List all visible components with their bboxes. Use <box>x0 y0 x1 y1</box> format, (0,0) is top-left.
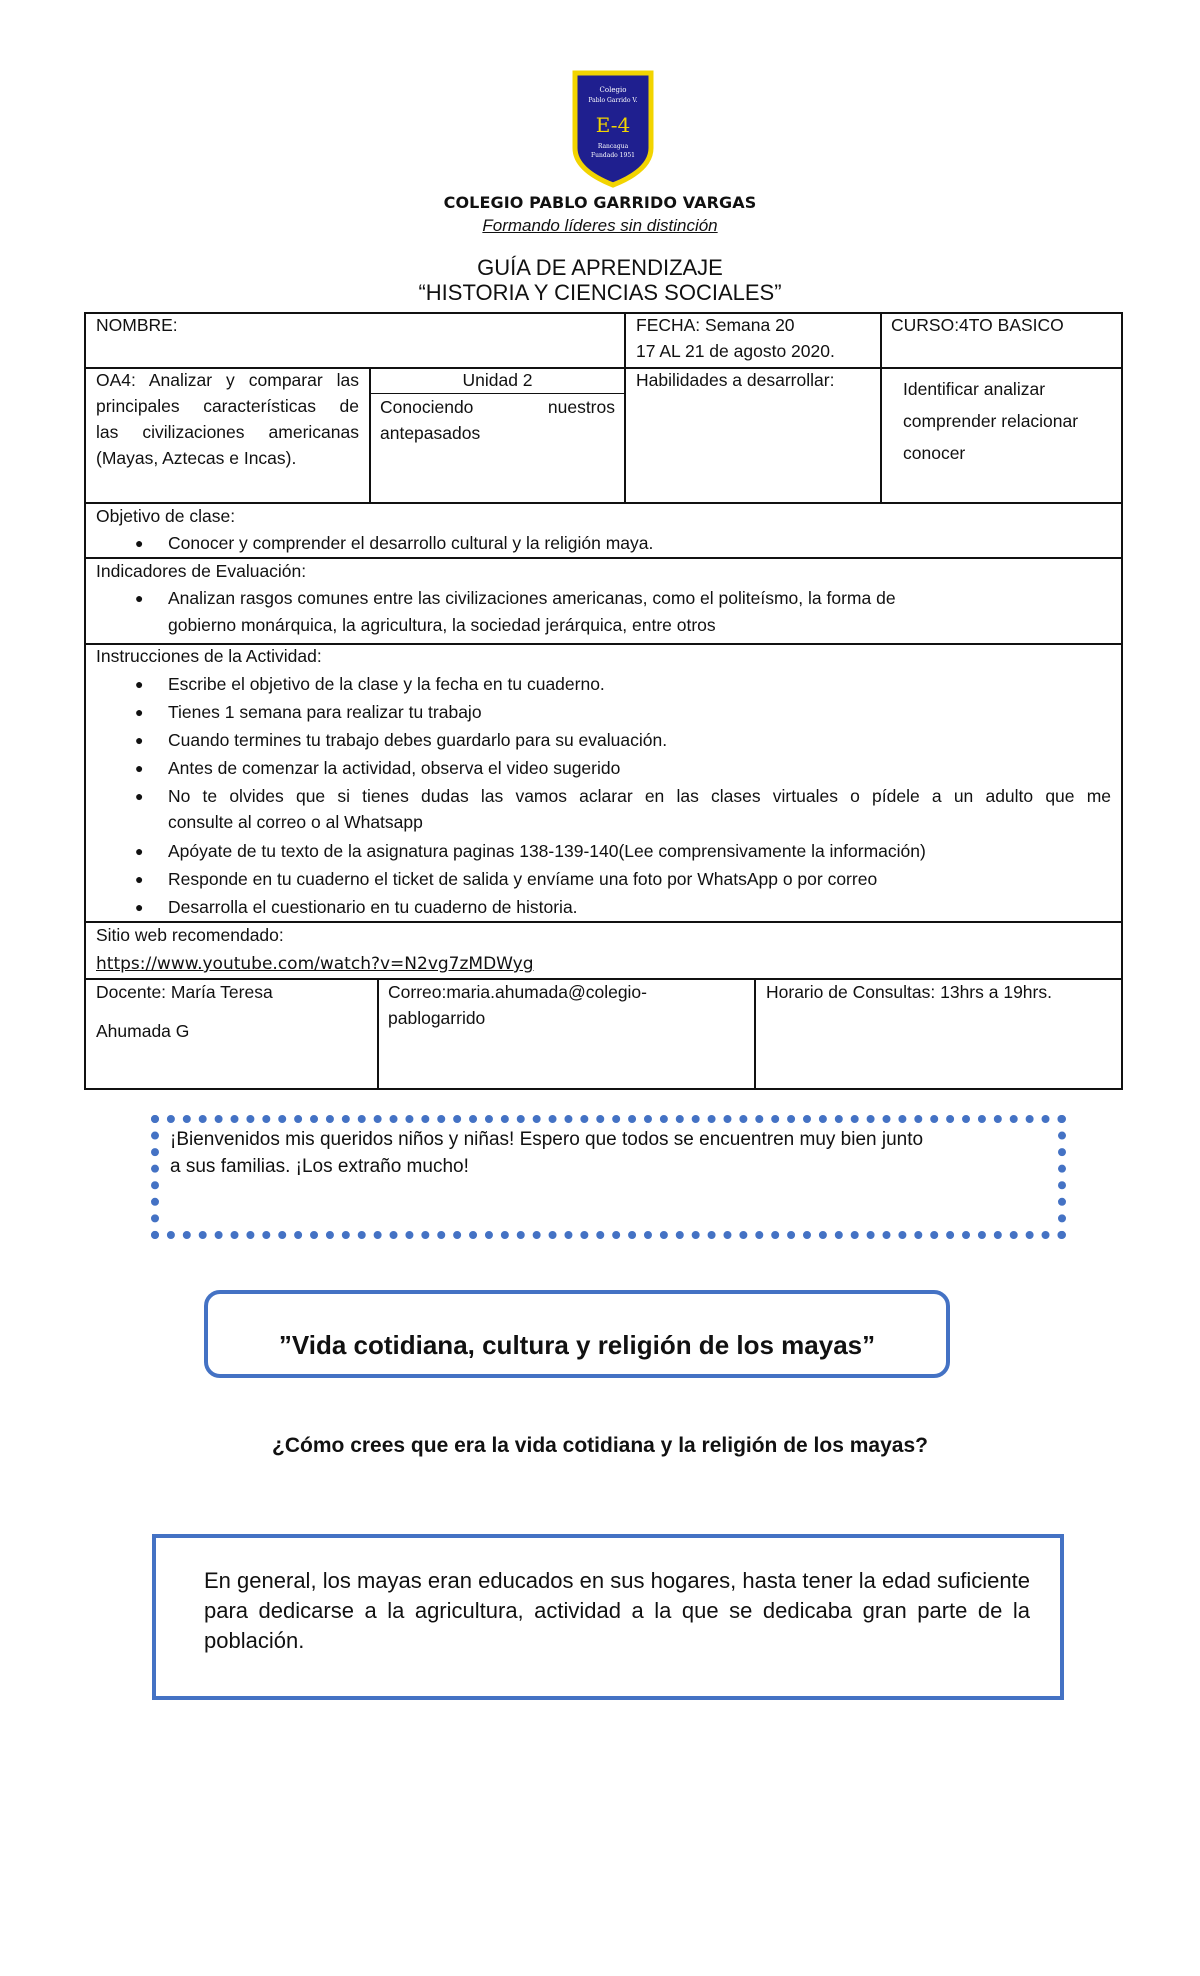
bullet-icon: ● <box>135 676 144 692</box>
guide-title: GUÍA DE APRENDIZAJE <box>477 255 723 280</box>
list-item: ● Desarrolla el cuestionario en tu cuaderno de historia. <box>168 894 578 920</box>
bullet-icon: ● <box>135 704 144 720</box>
section-heading: ”Vida cotidiana, cultura y religión de los mayas” <box>278 1330 876 1360</box>
video-link-wrap <box>96 950 534 977</box>
fecha-label: FECHA: Semana 20 <box>636 315 795 335</box>
list-item-continued: consulte al correo o al Whatsapp <box>168 812 423 832</box>
curso-label: CURSO:4TO BASICO <box>891 315 1064 335</box>
table-rule <box>754 978 756 1089</box>
correo-label: Correo:maria.ahumada@colegio- <box>388 982 647 1002</box>
school-motto: Formando líderes sin distinción <box>482 216 718 235</box>
crest-text: Colegio <box>599 86 627 94</box>
table-border <box>1121 312 1123 1090</box>
list-item: ● Escribe el objetivo de la clase y la fecha en tu cuaderno. <box>168 671 605 697</box>
list-item: ● Conocer y comprender el desarrollo cultural y la religión maya. <box>168 530 653 556</box>
list-item: ● Apóyate de tu texto de la asignatura paginas 138-139-140(Lee comprensivamente la información) <box>168 838 926 864</box>
correo-label: pablogarrido <box>388 1008 486 1028</box>
guiding-question: ¿Cómo crees que era la vida cotidiana y la religión de los mayas? <box>272 1434 928 1457</box>
habilidades-text: comprender relacionar <box>903 411 1079 431</box>
oa-text: OA4: Analizar y comparar las <box>96 370 359 390</box>
table-border <box>84 312 86 1090</box>
bullet-icon: ● <box>135 843 144 859</box>
welcome-line: a sus familias. ¡Los extraño mucho! <box>170 1156 469 1177</box>
fecha-dates: 17 AL 21 de agosto 2020. <box>636 341 835 361</box>
bullet-icon: ● <box>135 871 144 887</box>
guide-subject: “HISTORIA Y CIENCIAS SOCIALES” <box>418 280 782 305</box>
horario-label: Horario de Consultas: 13hrs a 19hrs. <box>766 982 1052 1002</box>
table-rule <box>84 1088 1123 1090</box>
list-item: ● Tienes 1 semana para realizar tu trabajo <box>168 699 482 725</box>
crest-text: Fundado 1951 <box>591 152 635 159</box>
nombre-label: NOMBRE: <box>96 315 178 335</box>
unidad-title: Unidad 2 <box>462 370 533 390</box>
instrucciones-label: Instrucciones de la Actividad: <box>96 646 322 666</box>
school-name: COLEGIO PABLO GARRIDO VARGAS <box>443 193 757 212</box>
list-item: ● Responde en tu cuaderno el ticket de salida y envíame una foto por WhatsApp o por correo <box>168 866 877 892</box>
school-crest-icon <box>572 70 654 188</box>
bullet-icon: ● <box>135 788 144 804</box>
docente-name: Ahumada G <box>96 1021 190 1041</box>
unidad-text: Conociendo nuestros <box>380 397 615 417</box>
welcome-line: ¡Bienvenidos mis queridos niños y niñas! Espero que todos se encuentren muy bien junto <box>170 1129 924 1150</box>
list-item: ● Cuando termines tu trabajo debes guardarlo para su evaluación. <box>168 727 667 753</box>
unidad-text: antepasados <box>380 423 481 443</box>
table-rule <box>624 312 626 502</box>
crest-text: Rancagua <box>597 143 629 150</box>
sitio-label: Sitio web recomendado: <box>96 925 284 945</box>
habilidades-text: Identificar analizar <box>903 379 1046 399</box>
crest-text: Pablo Garrido V. <box>588 97 638 104</box>
bullet-icon: ● <box>135 590 144 606</box>
table-rule <box>377 978 379 1089</box>
objetivo-label: Objetivo de clase: <box>96 506 236 526</box>
habilidades-text: conocer <box>903 443 966 463</box>
oa-text: (Mayas, Aztecas e Incas). <box>96 448 297 468</box>
video-link[interactable]: https://www.youtube.com/watch?v=N2vg7zMDWyg <box>96 954 534 974</box>
habilidades-label: Habilidades a desarrollar: <box>636 370 835 390</box>
table-rule <box>84 502 1123 504</box>
list-item-continued: gobierno monárquica, la agricultura, la sociedad jerárquica, entre otros <box>168 615 716 635</box>
bullet-icon: ● <box>135 899 144 915</box>
bullet-icon: ● <box>135 760 144 776</box>
indicadores-label: Indicadores de Evaluación: <box>96 561 307 581</box>
docente-label: Docente: María Teresa <box>96 982 273 1002</box>
list-item: ● Antes de comenzar la actividad, observa el video sugerido <box>168 755 620 781</box>
crest-text: E-4 <box>595 113 631 137</box>
list-item: ● No te olvides que si tienes dudas las vamos aclarar en las clases virtuales o pídele a un adulto que me <box>168 783 1111 809</box>
oa-text: principales características de <box>96 396 359 416</box>
answer-text: En general, los mayas eran educados en sus hogares, hasta tener la edad suficiente para dedicarse a la agricultura, actividad a la que se dedicaba gran parte de la población. <box>204 1568 1030 1653</box>
bullet-icon: ● <box>135 535 144 551</box>
welcome-message <box>170 1126 1050 1180</box>
list-item: ● Analizan rasgos comunes entre las civilizaciones americanas, como el politeísmo, la forma de <box>168 585 896 611</box>
bullet-icon: ● <box>135 732 144 748</box>
table-rule <box>880 312 882 502</box>
oa-text: las civilizaciones americanas <box>96 422 359 442</box>
